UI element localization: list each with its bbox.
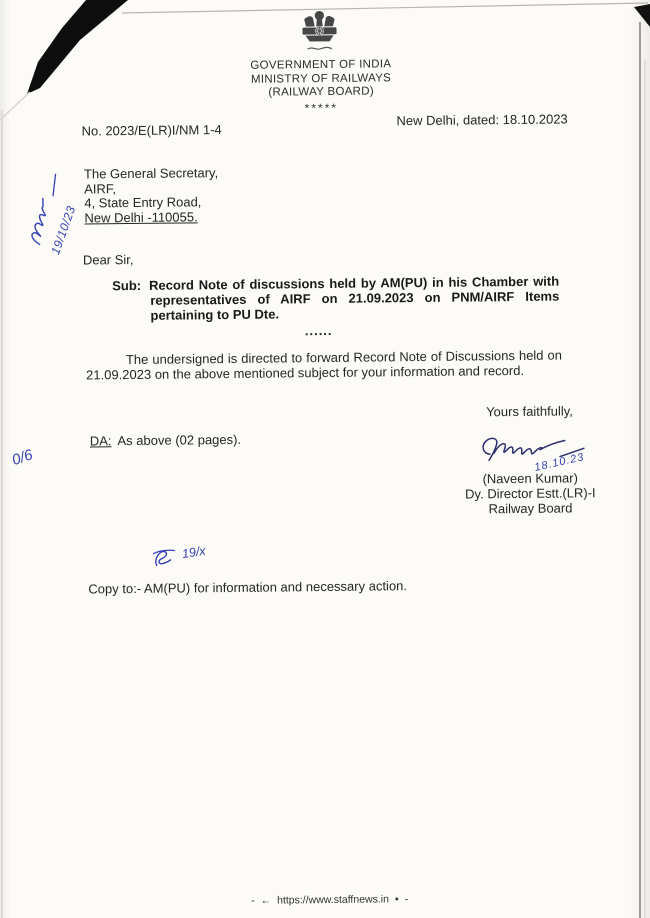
recipient-line: AIRF, bbox=[84, 180, 117, 197]
subject-label: Sub: bbox=[112, 277, 142, 294]
closing-line: Yours faithfully, bbox=[486, 403, 573, 420]
enclosure-label: DA: bbox=[89, 433, 112, 449]
reference-number: No. 2023/E(LR)I/NM 1-4 bbox=[81, 122, 222, 139]
org-line-3: (RAILWAY BOARD) bbox=[268, 85, 375, 99]
bullet-icon: ▪ bbox=[394, 893, 399, 906]
footer-suffix: - bbox=[404, 893, 409, 906]
enclosure-text: As above (02 pages). bbox=[117, 431, 242, 449]
copy-mark-date: 19/x bbox=[181, 543, 207, 562]
signatory-designation: Dy. Director Estt.(LR)-I bbox=[465, 485, 596, 502]
enclosure-line bbox=[90, 432, 241, 449]
recipient-line: New Delhi -110055. bbox=[84, 208, 198, 226]
left-arrow-icon: ← bbox=[260, 894, 272, 907]
subject-text: Record Note of discussions held by AM(PU) in his Chamber with representatives of AIRF on 21.09.2023 on PNM/AIRF Items pertaining to PU Dte. bbox=[148, 273, 560, 323]
stars-separator: ***** bbox=[304, 100, 339, 115]
footer-url: https://www.staffnews.in bbox=[277, 893, 389, 907]
recipient-line: The General Secretary, bbox=[83, 165, 219, 182]
footer-prefix: - bbox=[251, 894, 255, 907]
handwritten-signature-date: 18.10.23 bbox=[533, 451, 586, 474]
signatory-block bbox=[455, 470, 605, 517]
subject-block bbox=[112, 275, 559, 324]
initials-scribble-icon bbox=[149, 546, 179, 575]
footer-source-line bbox=[5, 891, 650, 910]
signatory-name: (Naveen Kumar) bbox=[482, 470, 578, 487]
letterhead bbox=[0, 56, 646, 119]
india-emblem-icon bbox=[297, 8, 342, 62]
body-paragraph: The undersigned is directed to forward Record Note of Discussions held on 21.09.2023 on the above mentioned subject for your information and record. bbox=[86, 347, 563, 383]
recipient-line: 4, State Entry Road, bbox=[84, 194, 202, 211]
recipient-address bbox=[84, 166, 219, 225]
dots-separator: ...... bbox=[304, 322, 333, 339]
handwritten-copy-mark bbox=[149, 545, 206, 575]
received-stamp-annotation bbox=[24, 153, 94, 257]
margin-mark: 0/6 bbox=[9, 446, 35, 470]
place-date-line: New Delhi, dated: 18.10.2023 bbox=[396, 111, 568, 129]
salutation: Dear Sir, bbox=[82, 251, 134, 268]
copy-to-line: Copy to:- AM(PU) for information and necessary action. bbox=[88, 578, 408, 597]
org-line-1: GOVERNMENT OF INDIA bbox=[250, 58, 392, 72]
org-line-2: MINISTRY OF RAILWAYS bbox=[250, 71, 392, 86]
signatory-organisation: Railway Board bbox=[488, 500, 573, 517]
receipt-date: 19/10/23 bbox=[48, 203, 79, 257]
